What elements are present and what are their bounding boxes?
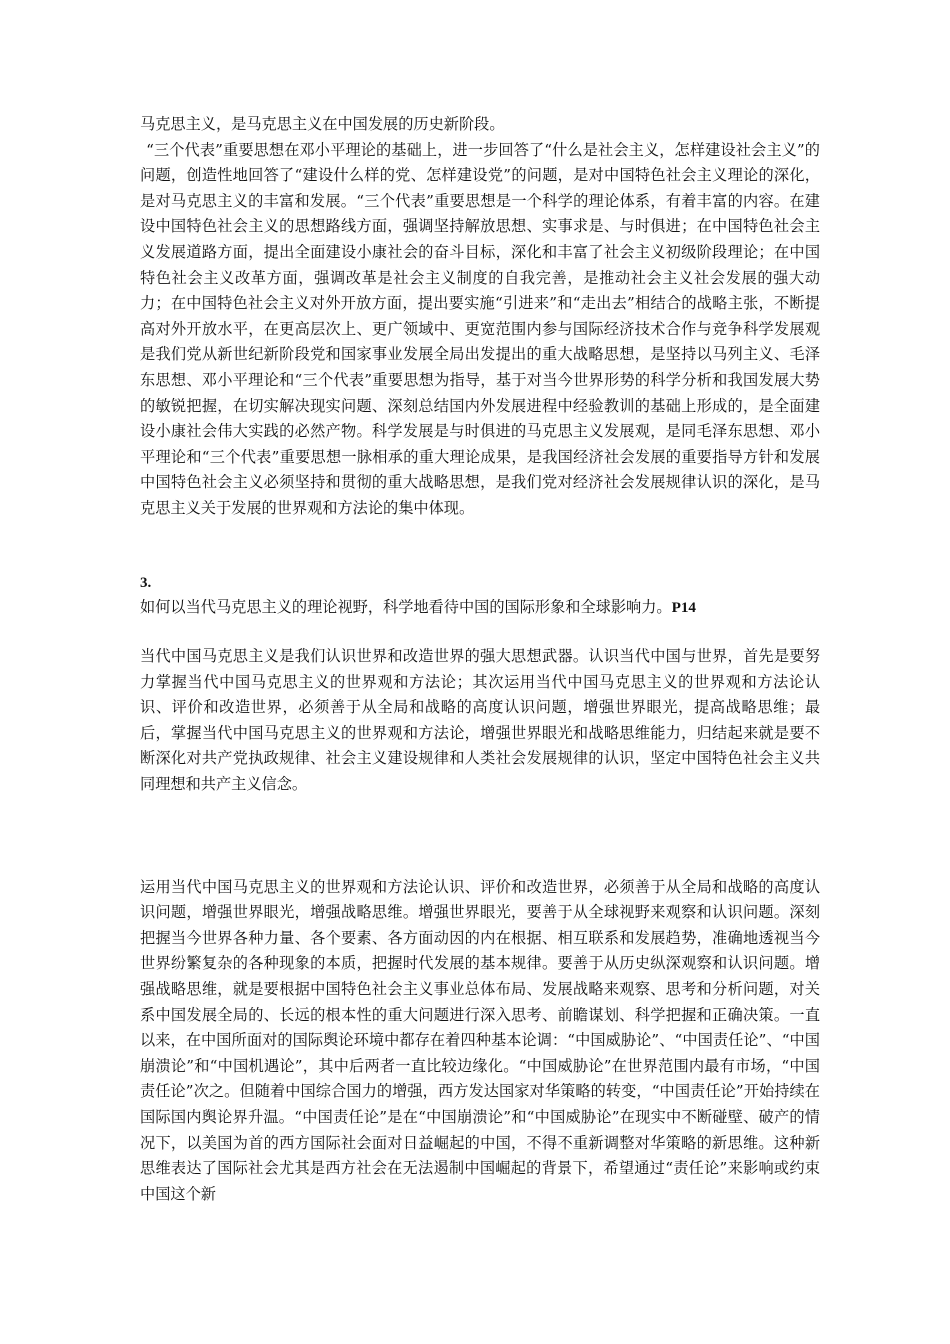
document-page [140, 112, 820, 1207]
spacer [140, 620, 820, 644]
spacer [140, 522, 820, 546]
question-page-ref: P14 [671, 598, 697, 616]
spacer [140, 798, 820, 875]
paragraph-3: 当代中国马克思主义是我们认识世界和改造世界的强大思想武器。认识当代中国与世界，首先是要努力掌握当代中国马克思主义的世界观和方法论；其次运用当代中国马克思主义的世界观和方法论认识、评价和改造世界，必须善于从全局和战略的高度认识问题，增强世界眼光，提高战略思维；最后，掌握当代中国马克思主义的世界观和方法论，增强世界眼光和战略思维能力，归结起来就是要不断深化对共产党执政规律、社会主义建设规律和人类社会发展规律的认识，坚定中国特色社会主义共同理想和共产主义信念。 [140, 647, 820, 794]
question-number: 3. [140, 574, 152, 591]
paragraph-4: 运用当代中国马克思主义的世界观和方法论认识、评价和改造世界，必须善于从全局和战略的高度认识问题，增强世界眼光，增强战略思维。增强世界眼光，要善于从全球视野来观察和认识问题。深刻把握当今世界各种力量、各个要素、各方面动因的内在根据、相互联系和发展趋势，准确地透视当今世界纷繁复杂的各种现象的本质，把握时代发展的基本规律。要善于从历史纵深观察和认识问题。增强战略思维，就是要根据中国特色社会主义事业总体布局、发展战略来观察、思考和分析问题，对关系中国发展全局的、长远的根本性的重大问题进行深入思考、前瞻谋划、科学把握和正确决策。一直以来，在中国所面对的国际舆论环境中都存在着四种基本论调：“中国威胁论”、“中国责任论”、“中国崩溃论”和“中国机遇论”，其中后两者一直比较边缘化。“中国威胁论”在世界范围内最有市场，“中国责任论”次之。但随着中国综合国力的增强，西方发达国家对华策略的转变，“中国责任论”开始持续在国际国内舆论界升温。“中国责任论”是在“中国崩溃论”和“中国威胁论”在现实中不断碰壁、破产的情况下，以美国为首的西方国际社会面对日益崛起的中国，不得不重新调整对华策略的新思维。这种新思维表达了国际社会尤其是西方社会在无法遏制中国崛起的背景下，希望通过“责任论”来影响或约束中国这个新 [140, 877, 820, 1203]
paragraph-1: 马克思主义，是马克思主义在中国发展的历史新阶段。 [140, 115, 505, 133]
question-line [140, 595, 820, 621]
question-text: 如何以当代马克思主义的理论视野，科学地看待中国的国际形象和全球影响力。 [140, 597, 672, 616]
paragraph-2: “三个代表”重要思想在邓小平理论的基础上，进一步回答了“什么是社会主义，怎样建设社会主义”的问题，创造性地回答了“建设什么样的党、怎样建设党”的问题，是对中国特色社会主义理论的深化，是对马克思主义的丰富和发展。“三个代表”重要思想是一个科学的理论体系，有着丰富的内容。在建设中国特色社会主义的思想路线方面，强调坚持解放思想、实事求是、与时俱进；在中国特色社会主义发展道路方面，提出全面建设小康社会的奋斗目标，深化和丰富了社会主义初级阶段理论；在中国特色社会主义改革方面，强调改革是社会主义制度的自我完善，是推动社会主义社会发展的强大动力；在中国特色社会主义对外开放方面，提出要实施“引进来”和“走出去”相结合的战略主张，不断提高对外开放水平，在更高层次上、更广领域中、更宽范围内参与国际经济技术合作与竞争科学发展观是我们党从新世纪新阶段党和国家事业发展全局出发提出的重大战略思想，是坚持以马列主义、毛泽东思想、邓小平理论和“三个代表”重要思想为指导，基于对当今世界形势的科学分析和我国发展大势的敏锐把握，在切实解决现实问题、深刻总结国内外发展进程中经验教训的基础上形成的，是全面建设小康社会伟大实践的必然产物。科学发展是与时俱进的马克思主义发展观，是同毛泽东思想、邓小平理论和“三个代表”重要思想一脉相承的重大理论成果，是我国经济社会发展的重要指导方针和发展中国特色社会主义必须坚持和贯彻的重大战略思想，是我们党对经济社会发展规律认识的深化，是马克思主义关于发展的世界观和方法论的集中体现。 [140, 140, 820, 517]
